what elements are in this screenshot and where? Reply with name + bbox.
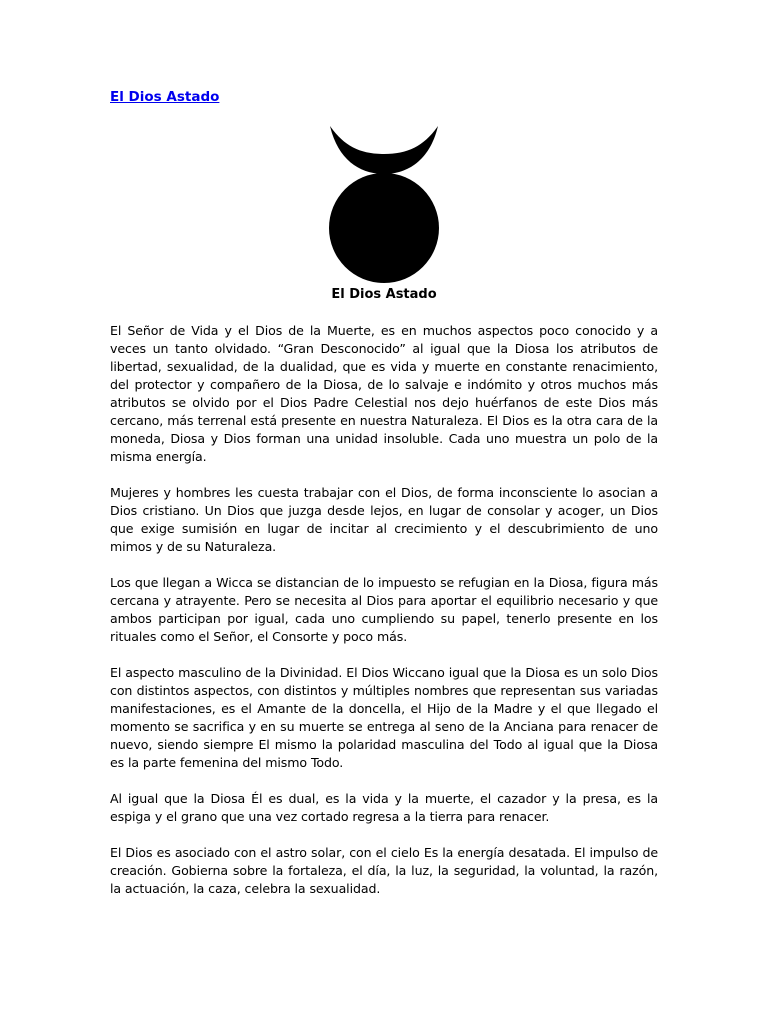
full-circle [329,173,439,283]
title-link[interactable]: El Dios Astado [110,89,220,105]
body-text [110,322,658,916]
paragraph-4: El aspecto masculino de la Divinidad. El Dios Wiccano igual que la Diosa es un solo Dios con distintos aspectos, con distintos y múltiples nombres que representan sus variadas manifestaciones, es el Amante de la doncella, el Hijo de la Madre y el que llegado el momento se sacrifica y en su muerte se entrega al seno de la Anciana para renacer de nuevo, siendo siempre El mismo la polaridad masculina del Todo al igual que la Diosa es la parte femenina del mismo Todo. [110,665,658,770]
symbol-caption: El Dios Astado [331,287,437,302]
paragraph-2: Mujeres y hombres les cuesta trabajar con el Dios, de forma inconsciente lo asocian a Dios cristiano. Un Dios que juzga desde lejos, en lugar de consolar y acoger, un Dios que exige sumisión en lugar de incitar al crecimiento y el descubrimiento de uno mimos y de su Naturaleza. [110,485,658,554]
horned-god-symbol [328,124,442,284]
paragraph-1: El Señor de Vida y el Dios de la Muerte, es en muchos aspectos poco conocido y a veces un tanto olvidado. “Gran Desconocido” al igual que la Diosa los atributos de libertad, sexualidad, de la dualidad, que es vida y muerte en constante renacimiento, del protector y compañero de la Diosa, de lo salvaje e indómito y otros muchos más atributos se olvido por el Dios Padre Celestial nos dejo huérfanos de este Dios más cercano, más terrenal está presente en nuestra Naturaleza. El Dios es la otra cara de la moneda, Diosa y Dios forman una unidad insoluble. Cada uno muestra un polo de la misma energía. [110,323,658,464]
paragraph-6: El Dios es asociado con el astro solar, con el cielo Es la energía desatada. El impulso de creación. Gobierna sobre la fortaleza, el día, la luz, la seguridad, la voluntad, la razón, la actuación, la caza, celebra la sexualidad. [110,845,658,896]
crescent-horns [330,126,438,174]
document-page [110,86,658,896]
horned-god-icon [328,124,442,284]
paragraph-3: Los que llegan a Wicca se distancian de lo impuesto se refugian en la Diosa, figura más cercana y atrayente. Pero se necesita al Dios para aportar el equilibrio necesario y que ambos participan por igual, cada uno cumpliendo su papel, tenerlo presente en los rituales como el Señor, el Consorte y poco más. [110,575,658,644]
paragraph-5: Al igual que la Diosa Él es dual, es la vida y la muerte, el cazador y la presa, es la espiga y el grano que una vez cortado regresa a la tierra para renacer. [110,791,658,824]
